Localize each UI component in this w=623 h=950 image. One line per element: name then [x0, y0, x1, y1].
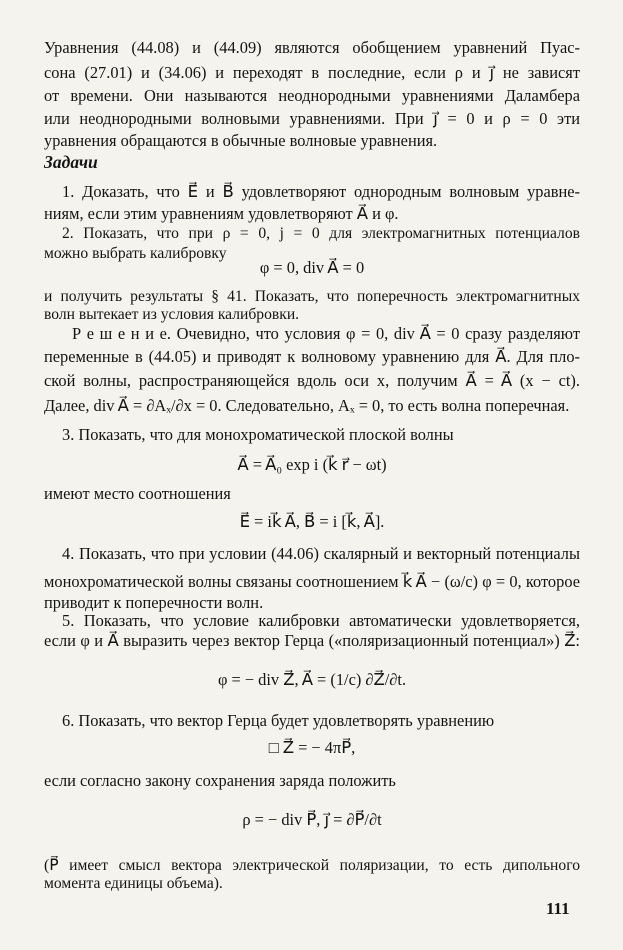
- problem-line: можно выбрать калибровку: [44, 245, 227, 262]
- problem-line: 3. Показать, что для монохроматической плоской волны: [62, 425, 454, 444]
- text-line: или неоднородными волновыми уравнениями. При j⃗ = 0 и ρ = 0 эти: [44, 109, 580, 128]
- problem-line: монохроматической волны связаны соотношением k⃗ A⃗ − (ω/c) φ = 0, которое: [44, 572, 580, 591]
- problem-line: ниям, если этим уравнениям удовлетворяют A⃗ и φ.: [44, 204, 399, 223]
- problem-line: 6. Показать, что вектор Герца будет удовлетворять уравнению: [62, 711, 495, 730]
- page-number: 111: [546, 899, 570, 918]
- text-line: от времени. Они называются неоднородными уравнениями Даламбера: [44, 86, 580, 105]
- problem-line: 4. Показать, что при условии (44.06) скалярный и векторный потенциалы: [62, 544, 580, 563]
- problem-line: 5. Показать, что условие калибровки автоматически удовлетворяется,: [62, 611, 580, 630]
- problem-line: волн вытекает из условия калибровки.: [44, 306, 300, 323]
- equation: E⃗ = ik⃗ A⃗, B⃗ = i [k⃗, A⃗].: [239, 512, 385, 531]
- solution-line: Далее, div A⃗ = ∂Aₓ/∂x = 0. Следовательно, Aₓ = 0, то есть волна поперечная.: [44, 396, 570, 415]
- problem-line: приводит к поперечности волн.: [44, 593, 264, 612]
- equation: ρ = − div P⃗, j⃗ = ∂P⃗/∂t: [242, 810, 382, 829]
- problem-line: имеют место соотношения: [44, 484, 231, 503]
- equation: □ Z⃗ = − 4πP⃗,: [268, 738, 356, 757]
- problem-line: 2. Показать, что при ρ = 0, j = 0 для электромагнитных потенциалов: [62, 225, 580, 242]
- problem-line: 1. Доказать, что E⃗ и B⃗ удовлетворяют однородным волновым уравне-: [62, 182, 580, 201]
- problem-line: и получить результаты § 41. Показать, что поперечность электромагнитных: [44, 288, 580, 305]
- solution-line: ской волны, распространяющейся вдоль оси x, получим A⃗ = A⃗ (x − ct).: [44, 371, 580, 390]
- equation: φ = − div Z⃗, A⃗ = (1/c) ∂Z⃗/∂t.: [217, 670, 407, 689]
- text-line: сона (27.01) и (34.06) и переходят в последние, если ρ и j⃗ не зависят: [44, 63, 580, 82]
- equation: A⃗ = A⃗₀ exp i (k⃗ r⃗ − ωt): [237, 455, 387, 474]
- text-line: уравнения обращаются в обычные волновые уравнения.: [44, 131, 438, 150]
- note-line: (P⃗ имеет смысл вектора электрической поляризации, то есть дипольного: [44, 857, 580, 874]
- equation: φ = 0, div A⃗ = 0: [259, 258, 365, 277]
- note-line: момента единицы объема).: [44, 875, 223, 892]
- solution-line: переменные в (44.05) и приводят к волновому уравнению для A⃗. Для пло-: [44, 347, 580, 366]
- problem-line: если согласно закону сохранения заряда положить: [44, 771, 396, 790]
- section-heading: Задачи: [44, 152, 98, 172]
- text-line: Уравнения (44.08) и (44.09) являются обобщением уравнений Пуас-: [44, 38, 580, 57]
- problem-line: если φ и A⃗ выразить через вектор Герца («поляризационный потенциал») Z⃗:: [44, 631, 580, 650]
- solution-line: Р е ш е н и е. Очевидно, что условия φ = 0, div A⃗ = 0 сразу разделяют: [72, 324, 580, 343]
